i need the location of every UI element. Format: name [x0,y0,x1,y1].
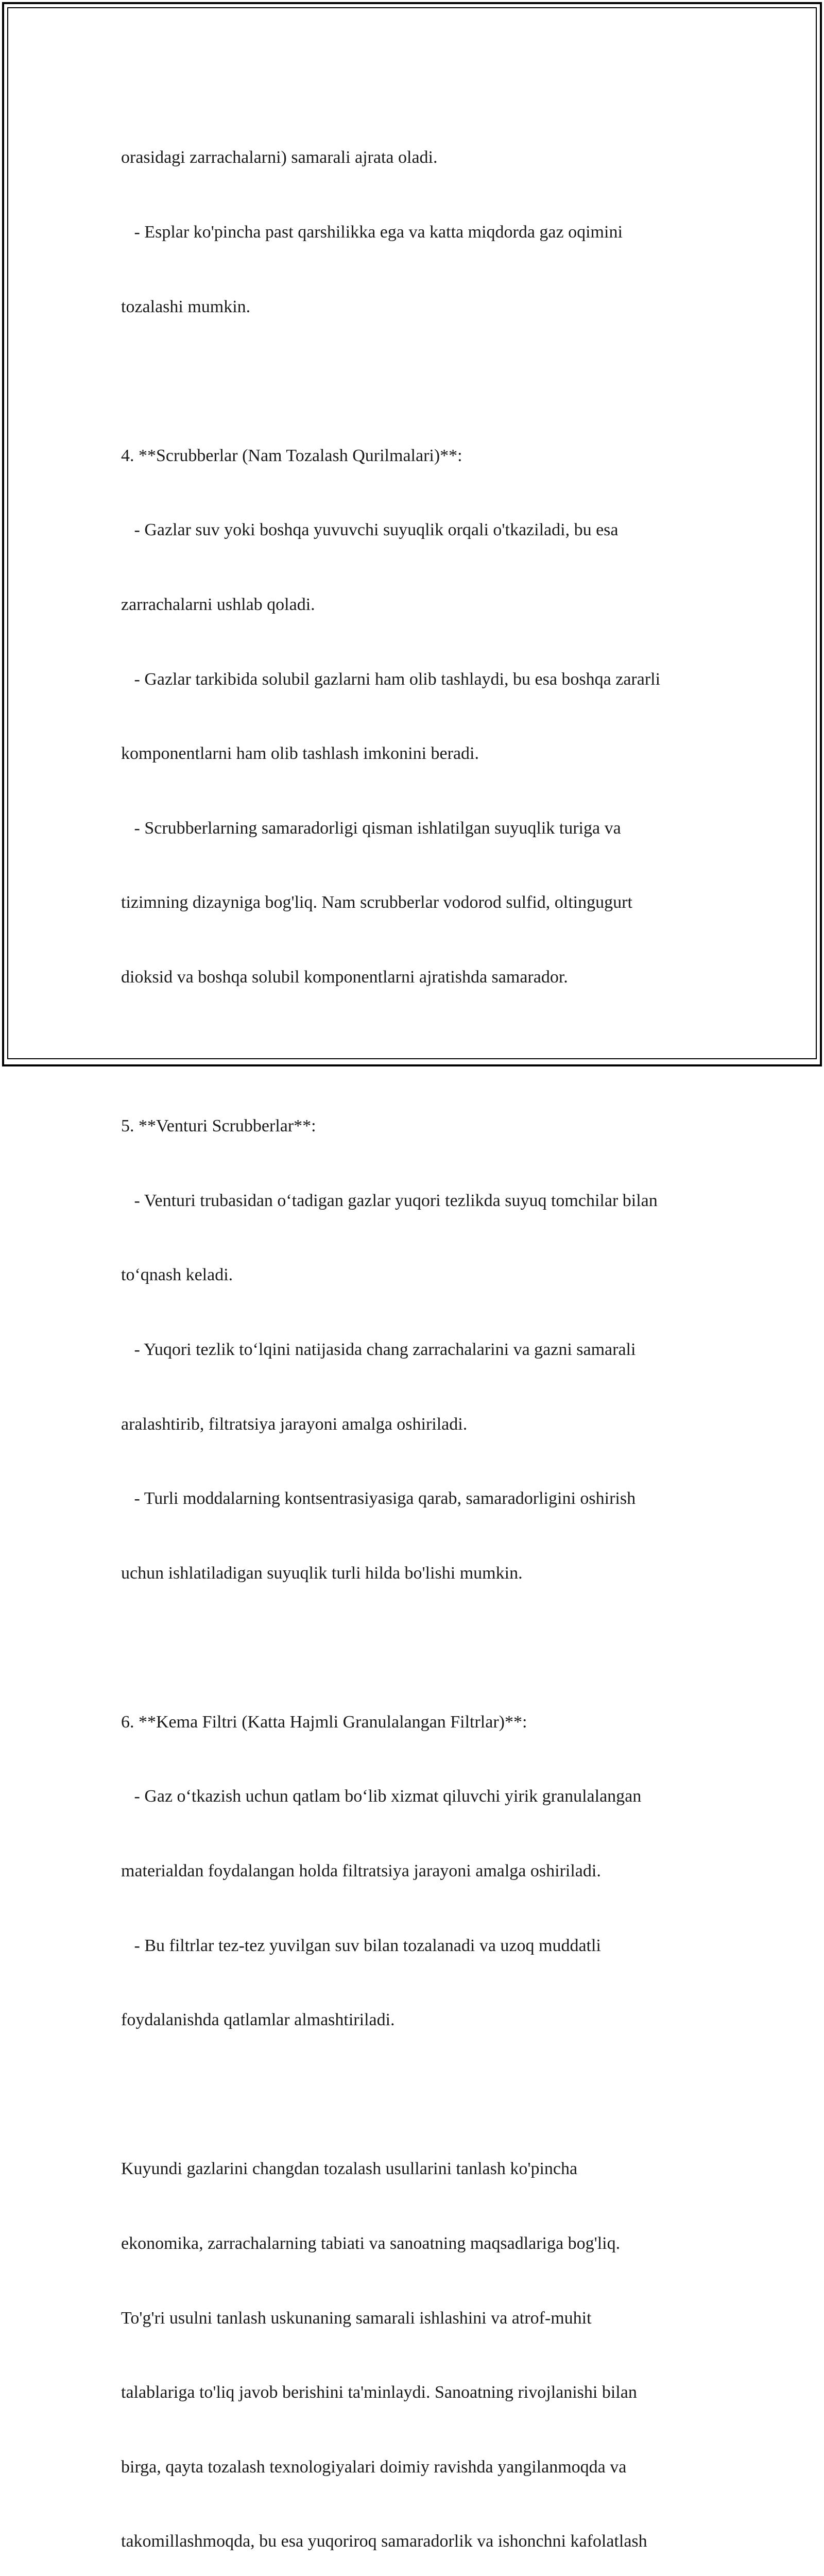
text-line: talablariga to'liq javob berishini ta'minlaydi. Sanoatning rivojlanishi bilan [121,2383,637,2402]
text-line: - Turli moddalarning kontsentrasiyasiga qarab, samaradorligini oshirish [121,1489,636,1509]
text-line: - Bu filtrlar tez-tez yuvilgan suv bilan tozalanadi va uzoq muddatli [121,1936,601,1955]
text-line: Kuyundi gazlarini changdan tozalash usullarini tanlash ko'pincha [121,2159,578,2179]
text-line: To'g'ri usulni tanlash uskunaning samarali ishlashini va atrof-muhit [121,2308,592,2328]
text-line: zarrachalarni ushlab qoladi. [121,595,315,614]
text-line: komponentlarni ham olib tashlash imkonini beradi. [121,744,479,764]
text-line: foydalanishda qatlamlar almashtiriladi. [121,2010,395,2030]
text-line: orasidagi zarrachalarni) samarali ajrata oladi. [121,148,438,167]
blank-line [121,369,718,394]
text-line: tizimning dizayniga bog'liq. Nam scrubberlar vodorod sulfid, oltingugurt [121,893,632,912]
text-line: tozalashi mumkin. [121,297,251,316]
text-line: uchun ishlatiladigan suyuqlik turli hilda bo'lishi mumkin. [121,1563,523,1583]
text-line: aralashtirib, filtratsiya jarayoni amalga oshiriladi. [121,1414,468,1434]
document-body [121,96,718,2576]
text-line: ekonomika, zarrachalarning tabiati va sanoatning maqsadlariga bog'liq. [121,2234,621,2253]
blank-line [121,1040,718,1064]
text-line: birga, qayta tozalash texnologiyalari doimiy ravishda yangilanmoqda va [121,2457,627,2477]
text-line: - Yuqori tezlik to‘lqini natijasida chang zarrachalarini va gazni samarali [121,1340,636,1359]
section-heading: 6. **Kema Filtri (Katta Hajmli Granulalangan Filtrlar)**: [121,1712,527,1732]
text-line: - Venturi trubasidan o‘tadigan gazlar yuqori tezlikda suyuq tomchilar bilan [121,1191,658,1210]
text-line: - Scrubberlarning samaradorligi qisman ishlatilgan suyuqlik turiga va [121,818,621,838]
text-line: to‘qnash keladi. [121,1265,233,1285]
text-line: - Gaz o‘tkazish uchun qatlam bo‘lib xizmat qiluvchi yirik granulalangan [121,1787,642,1806]
text-line: takomillashmoqda, bu esa yuqoriroq samaradorlik va ishonchni kafolatlash [121,2532,647,2551]
blank-line [121,1635,718,1660]
text-line: materialdan foydalangan holda filtratsiya jarayoni amalga oshiriladi. [121,1861,601,1881]
text-line: - Gazlar suv yoki boshqa yuvuvchi suyuqlik orqali o'tkaziladi, bu esa [121,520,619,540]
text-line: - Gazlar tarkibida solubil gazlarni ham olib tashlaydi, bu esa boshqa zararli [121,669,661,689]
text-line: - Esplar ko'pincha past qarshilikka ega va katta miqdorda gaz oqimini [121,223,623,242]
text-line: dioksid va boshqa solubil komponentlarni ajratishda samarador. [121,967,568,987]
blank-line [121,2082,718,2107]
section-heading: 5. **Venturi Scrubberlar**: [121,1116,316,1136]
section-heading: 4. **Scrubberlar (Nam Tozalash Qurilmalari)**: [121,446,462,465]
